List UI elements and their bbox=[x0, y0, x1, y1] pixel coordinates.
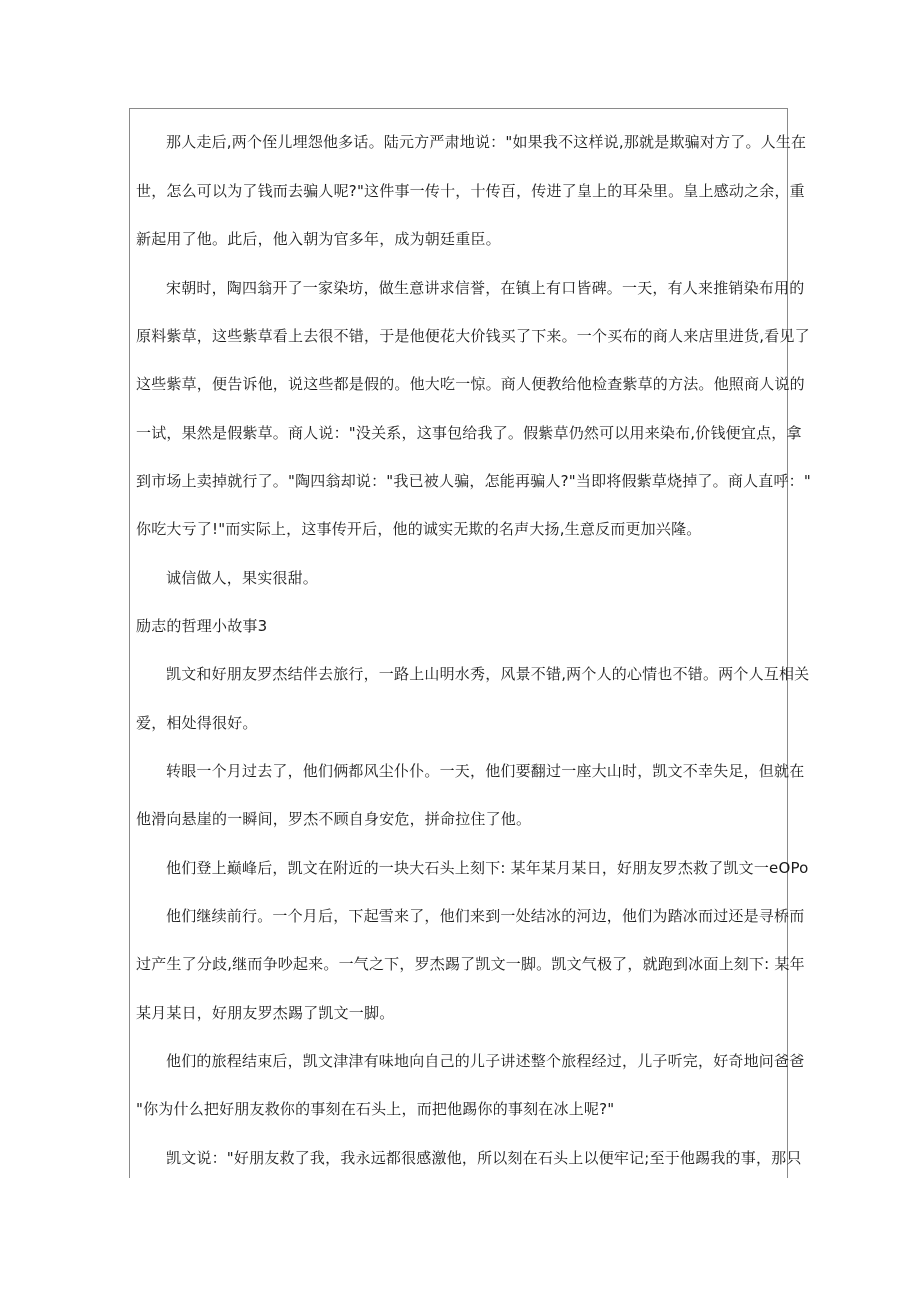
text-line: "你为什么把好朋友救你的事刻在石头上，而把他踢你的事刻在冰上呢?" bbox=[136, 1100, 615, 1118]
text-line: 转眼一个月过去了，他们俩都风尘仆仆。一天，他们要翻过一座大山时，凯文不幸失足，但就在 bbox=[166, 762, 805, 780]
text-line: 原料紫草，这些紫草看上去很不错，于是他便花大价钱买了下来。一个买布的商人来店里进货,看见了 bbox=[136, 327, 810, 345]
text-line: 诚信做人，果实很甜。 bbox=[166, 569, 319, 587]
text-line: 凯文说："好朋友救了我，我永远都很感激他，所以刻在石头上以便牢记;至于他踢我的事，那只 bbox=[166, 1149, 802, 1167]
text-line: 过产生了分歧,继而争吵起来。一气之下，罗杰踢了凯文一脚。凯文气极了，就跑到冰面上刻下: 某年 bbox=[136, 955, 805, 973]
text-line: 宋朝时，陶四翁开了一家染坊，做生意讲求信誉，在镇上有口皆碑。一天，有人来推销染布用的 bbox=[166, 279, 805, 297]
text-line: 到市场上卖掉就行了。"陶四翁却说："我已被人骗，怎能再骗人?"当即将假紫草烧掉了。商人直呼：" bbox=[136, 472, 811, 490]
text-line: 那人走后,两个侄儿埋怨他多话。陆元方严肃地说："如果我不这样说,那就是欺骗对方了。人生在 bbox=[166, 133, 807, 151]
text-line: 这些紫草，便告诉他，说这些都是假的。他大吃一惊。商人便教给他检查紫草的方法。他照商人说的 bbox=[136, 375, 805, 393]
text-line: 世，怎么可以为了钱而去骗人呢?"这件事一传十，十传百，传进了皇上的耳朵里。皇上感动之余，重 bbox=[136, 182, 805, 200]
text-line: 他们登上巅峰后，凯文在附近的一块大石头上刻下: 某年某月某日，好朋友罗杰救了凯文一eOPo bbox=[166, 859, 809, 877]
text-line: 他们继续前行。一个月后，下起雪来了，他们来到一处结冰的河边，他们为踏冰而过还是寻桥而 bbox=[166, 907, 805, 925]
text-line: 他们的旅程结束后，凯文津津有味地向自己的儿子讲述整个旅程经过，儿子听完，好奇地问爸爸 bbox=[166, 1052, 805, 1070]
text-line: 爱，相处得很好。 bbox=[136, 714, 258, 732]
text-line: 凯文和好朋友罗杰结伴去旅行，一路上山明水秀，风景不错,两个人的心情也不错。两个人互相关 bbox=[166, 665, 810, 683]
text-line: 他滑向悬崖的一瞬间，罗杰不顾自身安危，拼命拉住了他。 bbox=[136, 810, 532, 828]
text-line: 新起用了他。此后，他入朝为官多年，成为朝廷重臣。 bbox=[136, 230, 501, 248]
section-heading: 励志的哲理小故事3 bbox=[136, 617, 268, 635]
text-line: 你吃大亏了!"而实际上，这事传开后，他的诚实无欺的名声大扬,生意反而更加兴隆。 bbox=[136, 520, 702, 538]
text-line: 某月某日，好朋友罗杰踢了凯文一脚。 bbox=[136, 1004, 395, 1022]
text-line: 一试，果然是假紫草。商人说："没关系，这事包给我了。假紫草仍然可以用来染布,价钱便宜点，拿 bbox=[136, 424, 802, 442]
